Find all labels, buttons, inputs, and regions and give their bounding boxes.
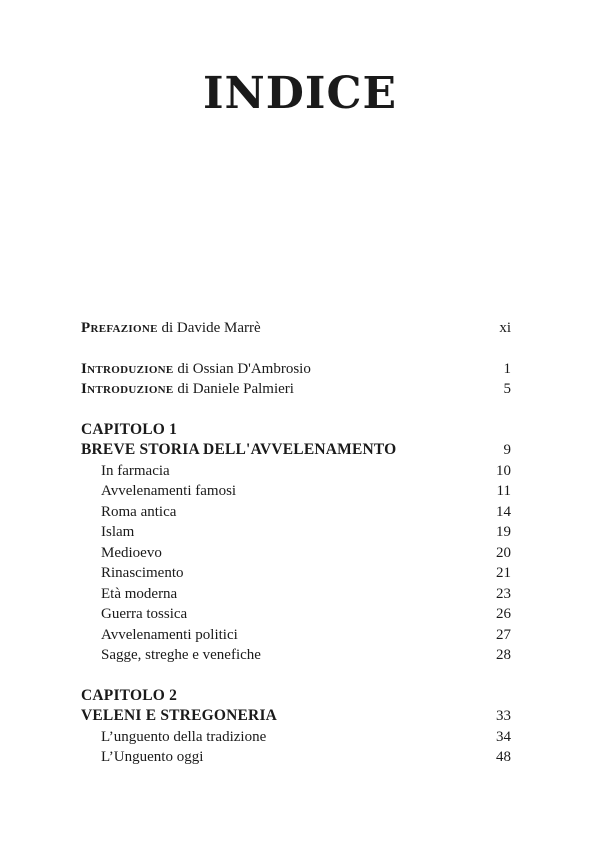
page-title: INDICE xyxy=(202,68,398,119)
toc-entry-prefazione xyxy=(81,318,511,339)
toc-entry-label: Introduzione xyxy=(81,381,174,397)
toc-entry-text xyxy=(81,379,294,400)
chapter-1-label-row xyxy=(81,420,511,441)
chapter-title: BREVE STORIA DELL'AVVELENAMENTO xyxy=(81,441,397,458)
section-page: 27 xyxy=(496,626,511,643)
section-title: Età moderna xyxy=(101,585,178,602)
toc-entry-label: Prefazione xyxy=(81,320,158,336)
toc-section xyxy=(81,481,511,502)
section-page: 26 xyxy=(496,606,511,622)
section-page: 48 xyxy=(496,749,511,765)
section-title: Islam xyxy=(101,524,135,540)
section-title: Rinascimento xyxy=(101,565,184,581)
toc-section xyxy=(81,461,511,482)
section-page: 19 xyxy=(496,524,511,540)
toc-entry-author: di Davide Marrè xyxy=(161,320,261,336)
section-page: 20 xyxy=(496,544,511,561)
toc-section xyxy=(81,625,511,646)
section-title: Guerra tossica xyxy=(101,606,188,622)
section-page: 10 xyxy=(496,462,511,479)
toc-section xyxy=(81,543,511,564)
toc-entry-introduzione-2 xyxy=(81,379,511,400)
toc-entry-label: Introduzione xyxy=(81,360,174,377)
toc-section xyxy=(81,563,511,584)
table-of-contents xyxy=(81,318,511,768)
toc-entry-page: 1 xyxy=(503,360,511,377)
toc-entry-author: di Ossian D'Ambrosio xyxy=(177,360,311,377)
section-title: Roma antica xyxy=(101,503,177,520)
toc-entry-text xyxy=(81,359,311,380)
toc-section xyxy=(81,604,511,625)
chapter-1-title-row xyxy=(81,440,511,461)
section-page: 14 xyxy=(496,503,511,520)
toc-section xyxy=(81,522,511,543)
toc-entry-page: xi xyxy=(499,320,511,336)
toc-section xyxy=(81,645,511,666)
section-title: Avvelenamenti politici xyxy=(101,626,238,643)
chapter-page: 9 xyxy=(503,442,511,458)
toc-section xyxy=(81,502,511,523)
toc-section xyxy=(81,727,511,748)
chapter-2-label-row xyxy=(81,686,511,707)
chapter-page: 33 xyxy=(496,708,511,724)
section-title: Sagge, streghe e venefiche xyxy=(101,647,261,663)
section-title: Medioevo xyxy=(101,544,162,561)
section-page: 23 xyxy=(496,585,511,602)
section-page: 11 xyxy=(496,483,511,499)
toc-section xyxy=(81,584,511,605)
section-page: 21 xyxy=(496,565,511,581)
chapter-label: CAPITOLO 1 xyxy=(81,420,178,438)
chapter-title: VELENI E STREGONERIA xyxy=(81,707,278,724)
toc-entry-introduzione-1 xyxy=(81,359,511,380)
section-page: 34 xyxy=(496,728,511,745)
section-title: L’unguento della tradizione xyxy=(101,728,267,745)
chapter-label: CAPITOLO 2 xyxy=(81,686,178,704)
section-title: L’Unguento oggi xyxy=(101,749,204,765)
toc-entry-page: 5 xyxy=(503,381,511,397)
chapter-2-title-row xyxy=(81,706,511,727)
section-title: Avvelenamenti famosi xyxy=(101,483,237,499)
section-page: 28 xyxy=(496,647,511,663)
toc-entry-author: di Daniele Palmieri xyxy=(177,381,294,397)
section-title: In farmacia xyxy=(101,462,170,479)
toc-entry-text xyxy=(81,318,261,339)
toc-section xyxy=(81,747,511,768)
